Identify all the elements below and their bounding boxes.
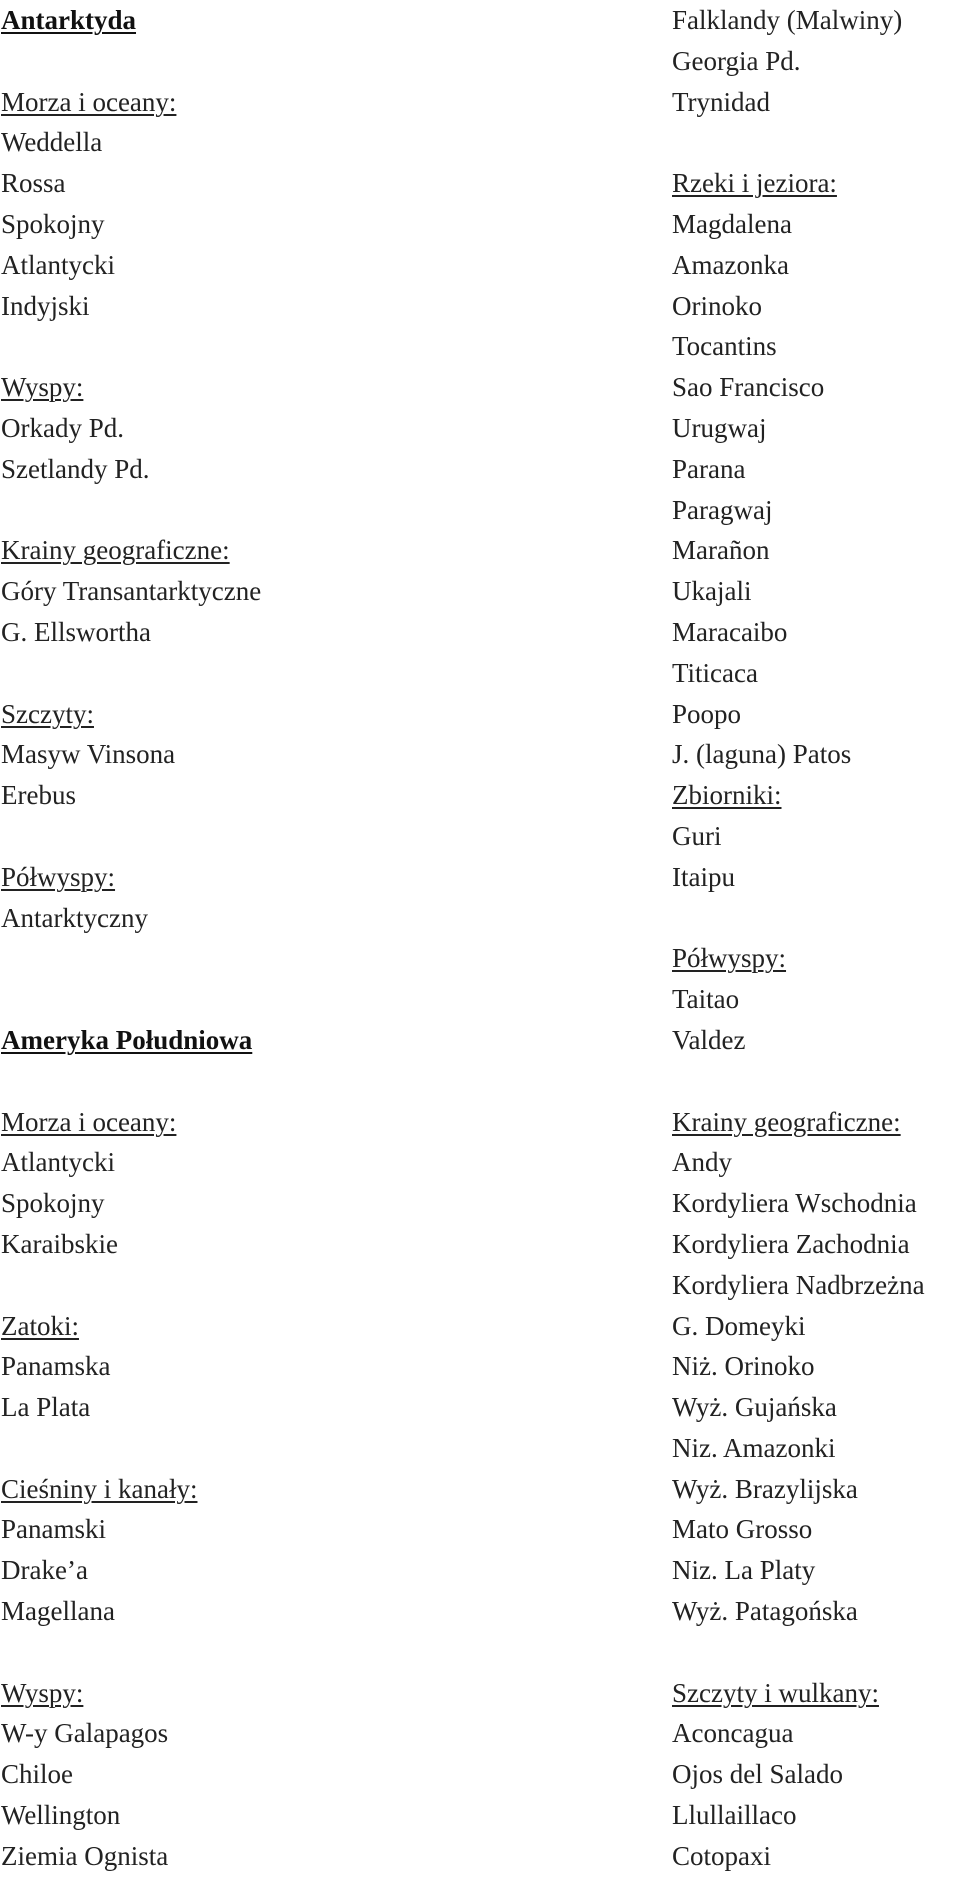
category-heading-szczyty: Szczyty i wulkany: <box>672 1677 879 1708</box>
list-item: Llullaillaco <box>672 1800 797 1831</box>
list-item: Niz. Amazonki <box>672 1432 836 1463</box>
list-item: Kordyliera Wschodnia <box>672 1188 917 1219</box>
list-item: Paragwaj <box>672 494 773 525</box>
spacer <box>672 1632 960 1673</box>
list-item: Cotopaxi <box>672 1840 771 1871</box>
list-item: Andy <box>672 1147 732 1178</box>
list-item: Taitao <box>672 984 740 1015</box>
list-item: Aconcagua <box>672 1718 794 1749</box>
list-item: Karaibskie <box>1 1228 118 1259</box>
category-heading-rzeki: Rzeki i jeziora: <box>672 168 837 199</box>
list-item: Góry Transantarktyczne <box>1 576 262 607</box>
list-item: Weddella <box>1 127 103 158</box>
list-item: Itaipu <box>672 861 735 892</box>
category-heading-morza: Morza i oceany: <box>1 86 177 117</box>
list-item: Erebus <box>1 780 76 811</box>
list-item: Ukajali <box>672 576 752 607</box>
list-item: Falklandy (Malwiny) <box>672 5 903 35</box>
list-item: Antarktyczny <box>1 902 148 933</box>
list-item: Marañon <box>672 535 770 566</box>
list-item: Trynidad <box>672 86 771 117</box>
category-heading-szczyty: Szczyty: <box>1 698 94 729</box>
list-item: Szetlandy Pd. <box>1 453 150 484</box>
list-item: Parana <box>672 453 746 484</box>
spacer <box>1 816 561 857</box>
category-heading-polwyspy: Półwyspy: <box>672 943 787 974</box>
list-item: Titicaca <box>672 657 758 688</box>
list-item: Georgia Pd. <box>672 45 801 76</box>
list-item: Rossa <box>1 168 66 199</box>
list-item: Atlantycki <box>1 249 115 280</box>
category-heading-zbiorniki: Zbiorniki: <box>672 780 782 811</box>
spacer <box>1 490 561 531</box>
left-column <box>1 0 561 1877</box>
list-item: Kordyliera Zachodnia <box>672 1228 910 1259</box>
category-heading-polwyspy: Półwyspy: <box>1 861 116 892</box>
spacer <box>672 898 960 939</box>
list-item: Ojos del Salado <box>672 1759 843 1790</box>
list-item: Wyż. Gujańska <box>672 1392 837 1423</box>
spacer <box>1 1061 561 1102</box>
list-item: La Plata <box>1 1392 91 1423</box>
category-heading-krainy: Krainy geograficzne: <box>672 1106 901 1137</box>
category-heading-wyspy: Wyspy: <box>1 372 84 403</box>
right-column <box>672 0 960 1877</box>
list-item: Poopo <box>672 698 742 729</box>
list-item: Wyż. Brazylijska <box>672 1473 858 1504</box>
spacer <box>1 326 561 367</box>
list-item: Masyw Vinsona <box>1 739 176 770</box>
list-item: Urugwaj <box>672 412 767 443</box>
list-item: Mato Grosso <box>672 1514 813 1545</box>
category-heading-zatoki: Zatoki: <box>1 1310 79 1341</box>
spacer <box>1 653 561 694</box>
list-item: Spokojny <box>1 1188 105 1219</box>
list-item: Wellington <box>1 1800 121 1831</box>
list-item: Tocantins <box>672 331 777 362</box>
category-heading-krainy: Krainy geograficzne: <box>1 535 230 566</box>
list-item: Sao Francisco <box>672 372 825 403</box>
spacer <box>672 122 960 163</box>
list-item: Magellana <box>1 1596 115 1627</box>
section-title-antarktyda: Antarktyda <box>1 5 137 35</box>
category-heading-ciesniny: Cieśniny i kanały: <box>1 1473 198 1504</box>
list-item: Amazonka <box>672 249 789 280</box>
list-item: Guri <box>672 820 722 851</box>
list-item: Ziemia Ognista <box>1 1840 169 1871</box>
spacer <box>1 938 561 1020</box>
list-item: Chiloe <box>1 1759 73 1790</box>
category-heading-morza: Morza i oceany: <box>1 1106 177 1137</box>
list-item: Panamski <box>1 1514 106 1545</box>
list-item: Niz. La Platy <box>672 1555 816 1586</box>
list-item: W-y Galapagos <box>1 1718 169 1749</box>
spacer <box>1 41 561 82</box>
list-item: Wyż. Patagońska <box>672 1596 858 1627</box>
list-item: Orinoko <box>672 290 762 321</box>
list-item: G. Domeyki <box>672 1310 806 1341</box>
list-item: Drake’a <box>1 1555 88 1586</box>
list-item: Valdez <box>672 1024 746 1055</box>
list-item: Kordyliera Nadbrzeżna <box>672 1269 925 1300</box>
section-title-ameryka-poludniowa: Ameryka Południowa <box>1 1024 253 1055</box>
list-item: G. Ellswortha <box>1 616 151 647</box>
list-item: Spokojny <box>1 208 105 239</box>
category-heading-wyspy: Wyspy: <box>1 1677 84 1708</box>
list-item: Magdalena <box>672 208 792 239</box>
list-item: Orkady Pd. <box>1 412 124 443</box>
spacer <box>1 1632 561 1673</box>
spacer <box>672 1061 960 1102</box>
spacer <box>1 1265 561 1306</box>
list-item: Panamska <box>1 1351 111 1382</box>
list-item: Atlantycki <box>1 1147 115 1178</box>
list-item: Niż. Orinoko <box>672 1351 815 1382</box>
list-item: Indyjski <box>1 290 90 321</box>
list-item: J. (laguna) Patos <box>672 739 852 770</box>
spacer <box>1 1428 561 1469</box>
list-item: Maracaibo <box>672 616 788 647</box>
